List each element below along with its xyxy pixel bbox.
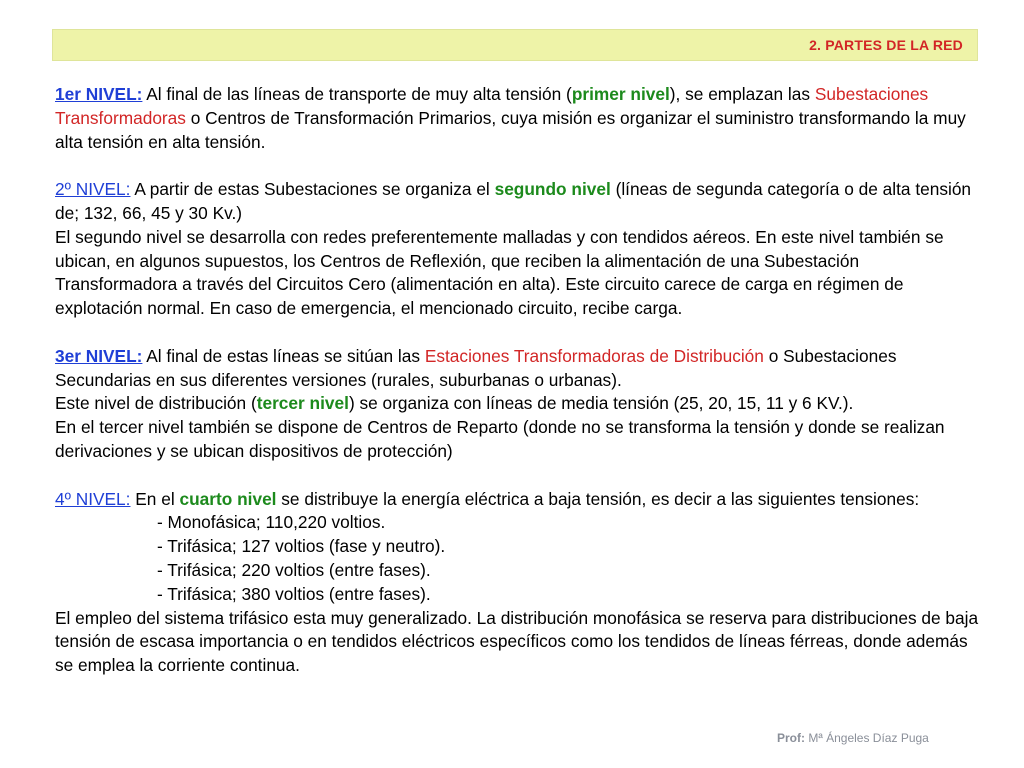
nivel-1-red-term: Subestaciones Transformadoras: [55, 84, 929, 128]
nivel-1-text-b: ), se emplazan las: [669, 84, 815, 104]
page-title: 2. PARTES DE LA RED: [809, 37, 963, 53]
spacer: [55, 464, 980, 488]
voltage-list-item: - Trifásica; 127 voltios (fase y neutro).: [157, 536, 446, 557]
spacer: [55, 154, 980, 178]
nivel-3-paragraph-3: En el tercer nivel también se dispone de Centros de Reparto (donde no se transforma la tensión y donde se realizan derivaciones y se ubican dispositivos de protección): [55, 417, 945, 461]
nivel-3-text-a: Al final de estas líneas se sitúan las: [142, 345, 425, 366]
nivel-2-label: 2º NIVEL:: [55, 179, 131, 200]
nivel-4-closing-paragraph: El empleo del sistema trifásico esta muy generalizado. La distribución monofásica se reserva para distribuciones de baja tensión de escasa importancia o en tendidos eléctricos específicos como los tendidos de líneas férreas, donde además se emplea la corriente continua.: [55, 607, 979, 676]
spacer: [55, 321, 980, 345]
nivel-1-label: 1er NIVEL:: [55, 84, 143, 104]
nivel-4-label: 4º NIVEL:: [55, 488, 131, 509]
nivel-3-red-term: Estaciones Transformadoras de Distribución: [424, 345, 764, 366]
footer-prefix: Prof:: [777, 731, 805, 745]
voltage-list-item: - Trifásica; 220 voltios (entre fases).: [157, 559, 431, 580]
header-bar: [52, 29, 978, 61]
nivel-2-paragraph: [55, 178, 980, 226]
nivel-1-text-a: Al final de las líneas de transporte de muy alta tensión (: [142, 84, 572, 104]
nivel-4-text-b: se distribuye la energía eléctrica a baja tensión, es decir a las siguientes tensiones:: [276, 488, 920, 509]
slide-content: [55, 83, 980, 678]
nivel-1-highlight: primer nivel: [571, 84, 670, 104]
footer-author: [777, 731, 929, 745]
nivel-3-text-b: o Subestaciones Secundarias en sus diferentes versiones (rurales, suburbanas o urbanas).: [55, 345, 897, 390]
nivel-3-label: 3er NIVEL:: [55, 345, 143, 366]
voltage-list-item: - Trifásica; 380 voltios (entre fases).: [157, 583, 431, 604]
nivel-3-paragraph-2: [55, 392, 980, 416]
nivel-4-text-a: En el: [130, 488, 180, 509]
nivel-3-p2-text-a: Este nivel de distribución (: [55, 393, 257, 414]
nivel-2-text-a: A partir de estas Subestaciones se organiza el: [130, 179, 495, 200]
nivel-1-text-c: o Centros de Transformación Primarios, cuya misión es organizar el suministro transformando la muy alta tensión en alta tensión.: [55, 107, 966, 152]
nivel-1-paragraph: [55, 83, 980, 154]
nivel-2-highlight: segundo nivel: [494, 179, 611, 200]
nivel-2-text-b: (líneas de segunda categoría o de alta tensión de; 132, 66, 45 y 30 Kv.): [55, 179, 972, 223]
voltage-list-item: - Monofásica; 110,220 voltios.: [157, 512, 386, 533]
nivel-3-paragraph: [55, 345, 980, 393]
nivel-3-p2-text-b: ) se organiza con líneas de media tensión (25, 20, 15, 11 y 6 KV.).: [348, 393, 854, 414]
nivel-3-highlight: tercer nivel: [256, 393, 349, 414]
footer-author-name: Mª Ángeles Díaz Puga: [805, 731, 929, 745]
nivel-4-highlight: cuarto nivel: [179, 488, 277, 509]
nivel-2-paragraph-2: El segundo nivel se desarrolla con redes preferentemente malladas y con tendidos aéreos. En este nivel también se ubican, en algunos supuestos, los Centros de Reflexión, que reciben la alimentación de una Subestación Transformadora a través del Circuitos Cero (alimentación en alta). Este circuito carece de carga en régimen de explotación normal. En caso de emergencia, el mencionado circuito, recibe carga.: [55, 226, 944, 319]
nivel-4-paragraph: [55, 488, 980, 512]
